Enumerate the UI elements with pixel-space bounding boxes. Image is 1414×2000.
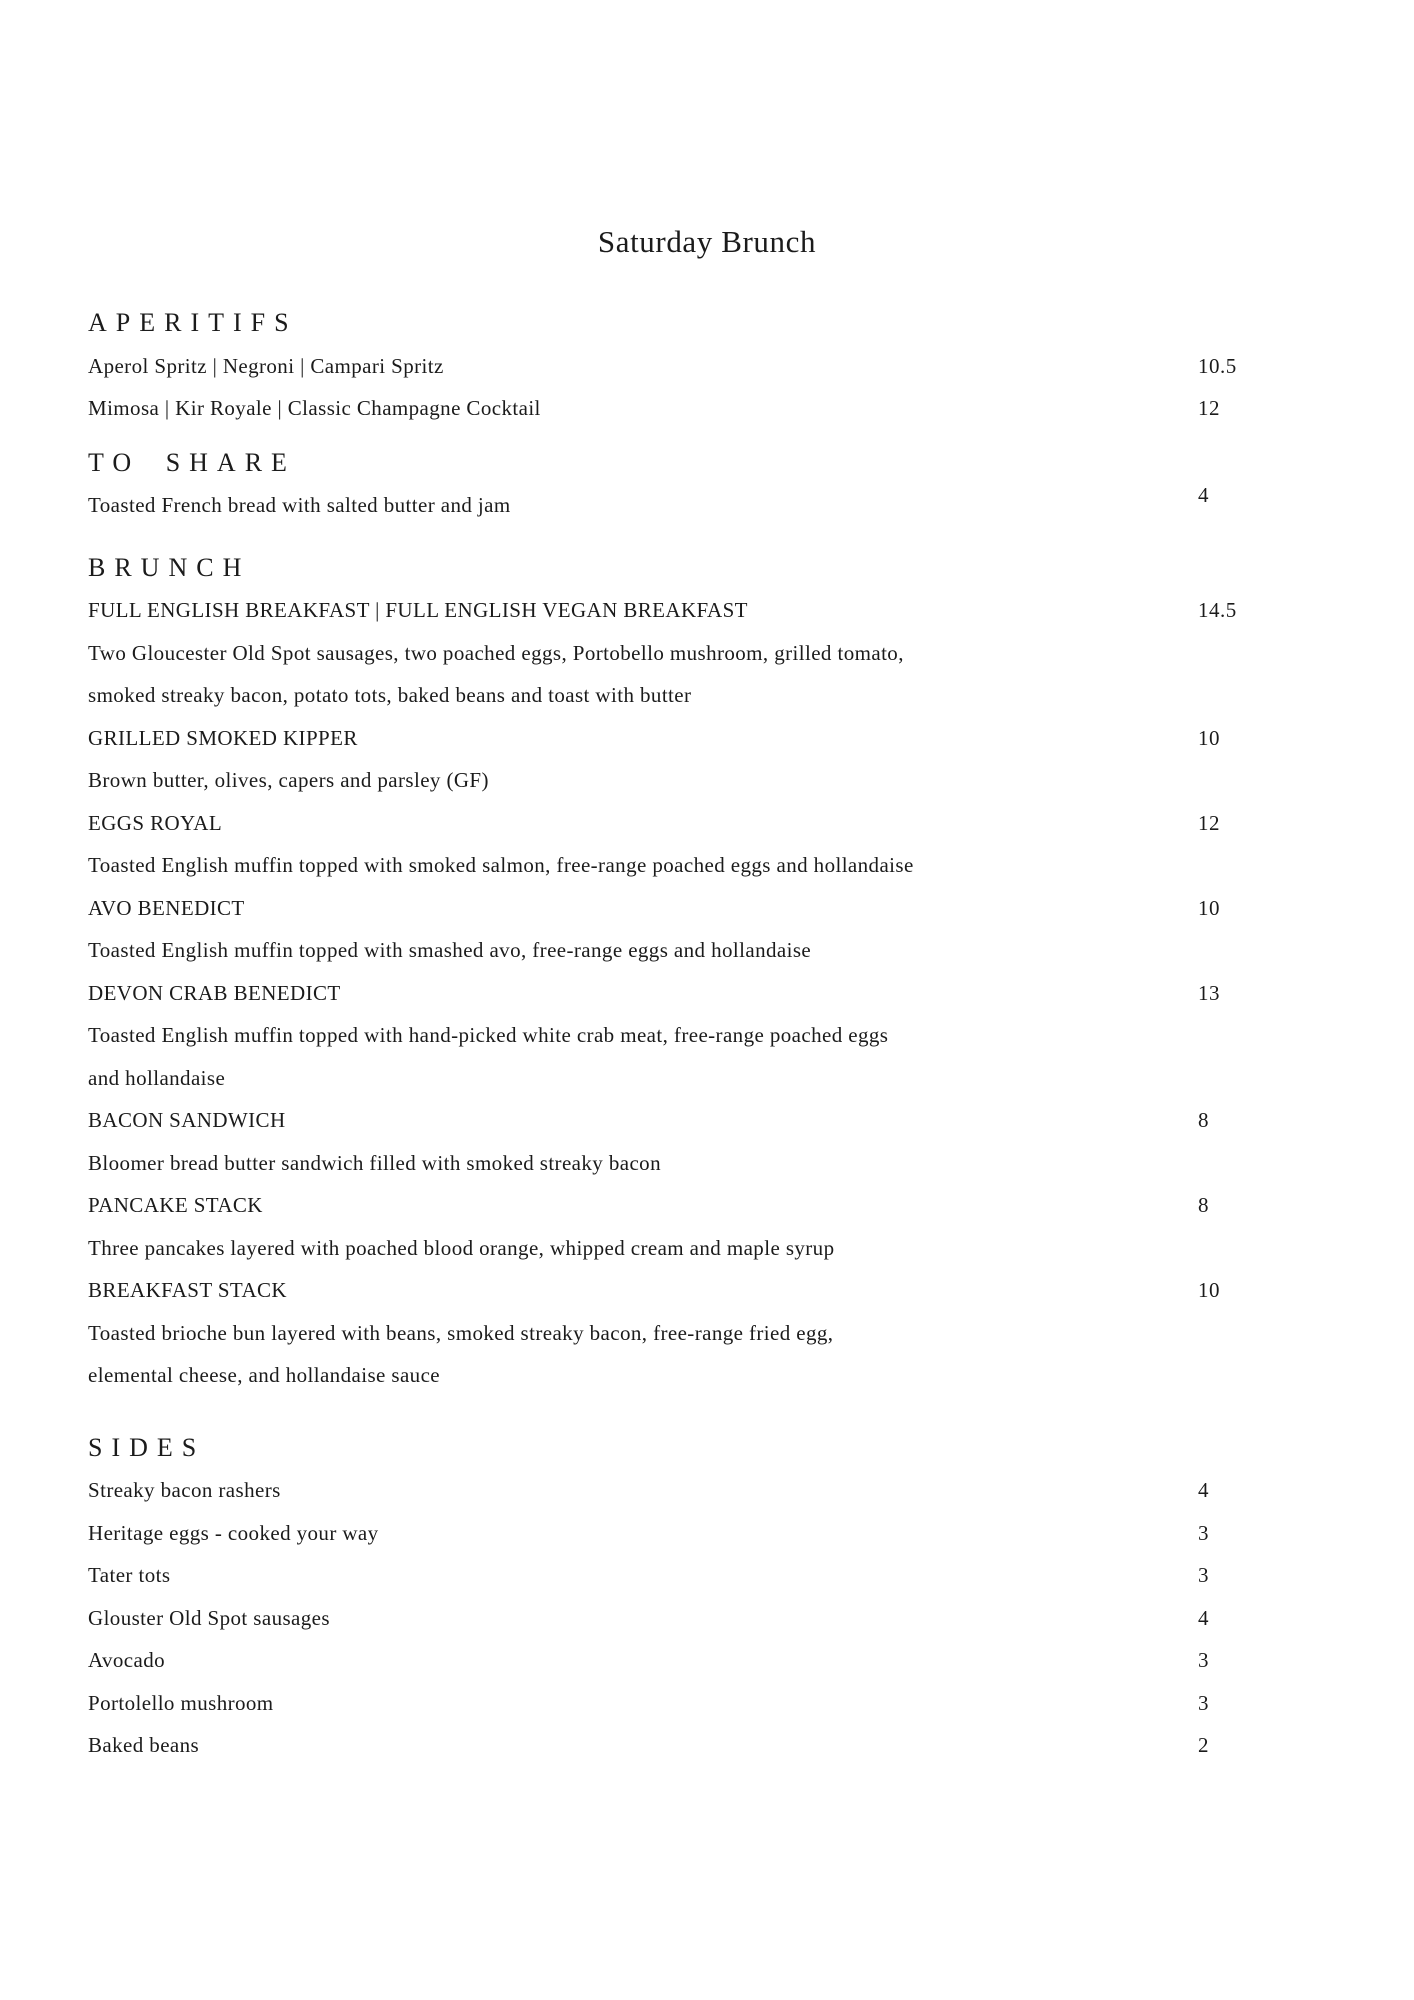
item-price: 3	[1198, 1648, 1209, 1672]
item-description-line: Brown butter, olives, capers and parsley (GF)	[88, 768, 489, 792]
item-price: 4	[1198, 1478, 1209, 1502]
item-name: Heritage eggs - cooked your way	[88, 1520, 379, 1545]
section-sides	[88, 1427, 1328, 1767]
menu-item	[88, 484, 1328, 527]
menu-item	[88, 1099, 1328, 1142]
item-price: 12	[1198, 810, 1220, 835]
section-header: BRUNCH	[88, 552, 251, 582]
menu-item	[88, 1269, 1328, 1312]
menu-item	[88, 972, 1328, 1015]
item-description-line: Toasted English muffin topped with smoked salmon, free-range poached eggs and hollandaise	[88, 853, 914, 877]
section-header: SIDES	[88, 1432, 206, 1462]
section-header: APERITIFS	[88, 308, 298, 337]
item-price: 3	[1198, 1690, 1209, 1715]
menu-item	[88, 887, 1328, 930]
menu-item	[88, 1512, 1328, 1555]
item-name: Toasted French bread with salted butter and jam	[88, 493, 511, 517]
menu-item	[88, 387, 1328, 430]
menu-item	[88, 717, 1328, 760]
item-price: 14.5	[1198, 598, 1237, 622]
menu-item	[88, 1554, 1328, 1597]
item-name: GRILLED SMOKED KIPPER	[88, 725, 358, 750]
item-price: 10	[1198, 725, 1220, 750]
item-name: BACON SANDWICH	[88, 1108, 286, 1132]
item-price: 10.5	[1198, 353, 1237, 378]
item-name: Glouster Old Spot sausages	[88, 1605, 330, 1630]
menu-item	[88, 1639, 1328, 1682]
section-header: TO SHARE	[88, 447, 296, 477]
menu-item	[88, 1597, 1328, 1640]
item-name: BREAKFAST STACK	[88, 1278, 287, 1302]
item-name: Mimosa | Kir Royale | Classic Champagne Cocktail	[88, 396, 541, 420]
item-name: PANCAKE STACK	[88, 1193, 263, 1217]
item-name: AVO BENEDICT	[88, 895, 245, 920]
section-to-share	[88, 442, 1328, 527]
item-description-line: smoked streaky bacon, potato tots, baked beans and toast with butter	[88, 683, 692, 707]
item-price: 3	[1198, 1563, 1209, 1587]
item-name: Aperol Spritz | Negroni | Campari Spritz	[88, 353, 444, 378]
menu-item	[88, 1724, 1328, 1767]
item-name: Tater tots	[88, 1563, 171, 1587]
menu-item	[88, 802, 1328, 845]
item-name: Portolello mushroom	[88, 1690, 274, 1715]
item-price: 8	[1198, 1108, 1209, 1132]
item-description-line: and hollandaise	[88, 1065, 226, 1090]
item-description-line: Bloomer bread butter sandwich filled with smoked streaky bacon	[88, 1150, 661, 1175]
item-name: DEVON CRAB BENEDICT	[88, 980, 341, 1005]
item-name: Avocado	[88, 1648, 166, 1672]
item-price: 12	[1198, 396, 1220, 420]
item-price: 4	[1198, 1605, 1209, 1630]
item-description-line: Toasted English muffin topped with smashed avo, free-range eggs and hollandaise	[88, 938, 812, 962]
menu-item	[88, 1682, 1328, 1725]
menu-item	[88, 345, 1328, 388]
menu-item	[88, 589, 1328, 632]
item-description-line: elemental cheese, and hollandaise sauce	[88, 1363, 441, 1387]
item-price: 8	[1198, 1193, 1209, 1217]
item-price: 2	[1198, 1733, 1209, 1757]
item-description-line: Two Gloucester Old Spot sausages, two poached eggs, Portobello mushroom, grilled tomato,	[88, 640, 904, 665]
section-brunch	[88, 547, 1328, 1397]
menu-item	[88, 1469, 1328, 1512]
item-description-line: Toasted brioche bun layered with beans, smoked streaky bacon, free-range fried egg,	[88, 1320, 834, 1345]
item-name: FULL ENGLISH BREAKFAST | FULL ENGLISH VEGAN BREAKFAST	[88, 598, 748, 622]
item-price: 13	[1198, 980, 1220, 1005]
page-title: Saturday Brunch	[597, 224, 817, 259]
item-price: 10	[1198, 895, 1220, 920]
item-price: 4	[1198, 483, 1209, 507]
item-name: Streaky bacon rashers	[88, 1478, 281, 1502]
item-price: 3	[1198, 1520, 1209, 1545]
item-name: Baked beans	[88, 1733, 200, 1757]
item-name: EGGS ROYAL	[88, 810, 223, 835]
item-description-line: Three pancakes layered with poached blood orange, whipped cream and maple syrup	[88, 1235, 835, 1260]
item-description-line: Toasted English muffin topped with hand-picked white crab meat, free-range poached eggs	[88, 1023, 889, 1047]
menu-body	[88, 302, 1328, 1767]
item-price: 10	[1198, 1278, 1220, 1302]
menu-item	[88, 1184, 1328, 1227]
section-aperitifs	[88, 302, 1328, 430]
